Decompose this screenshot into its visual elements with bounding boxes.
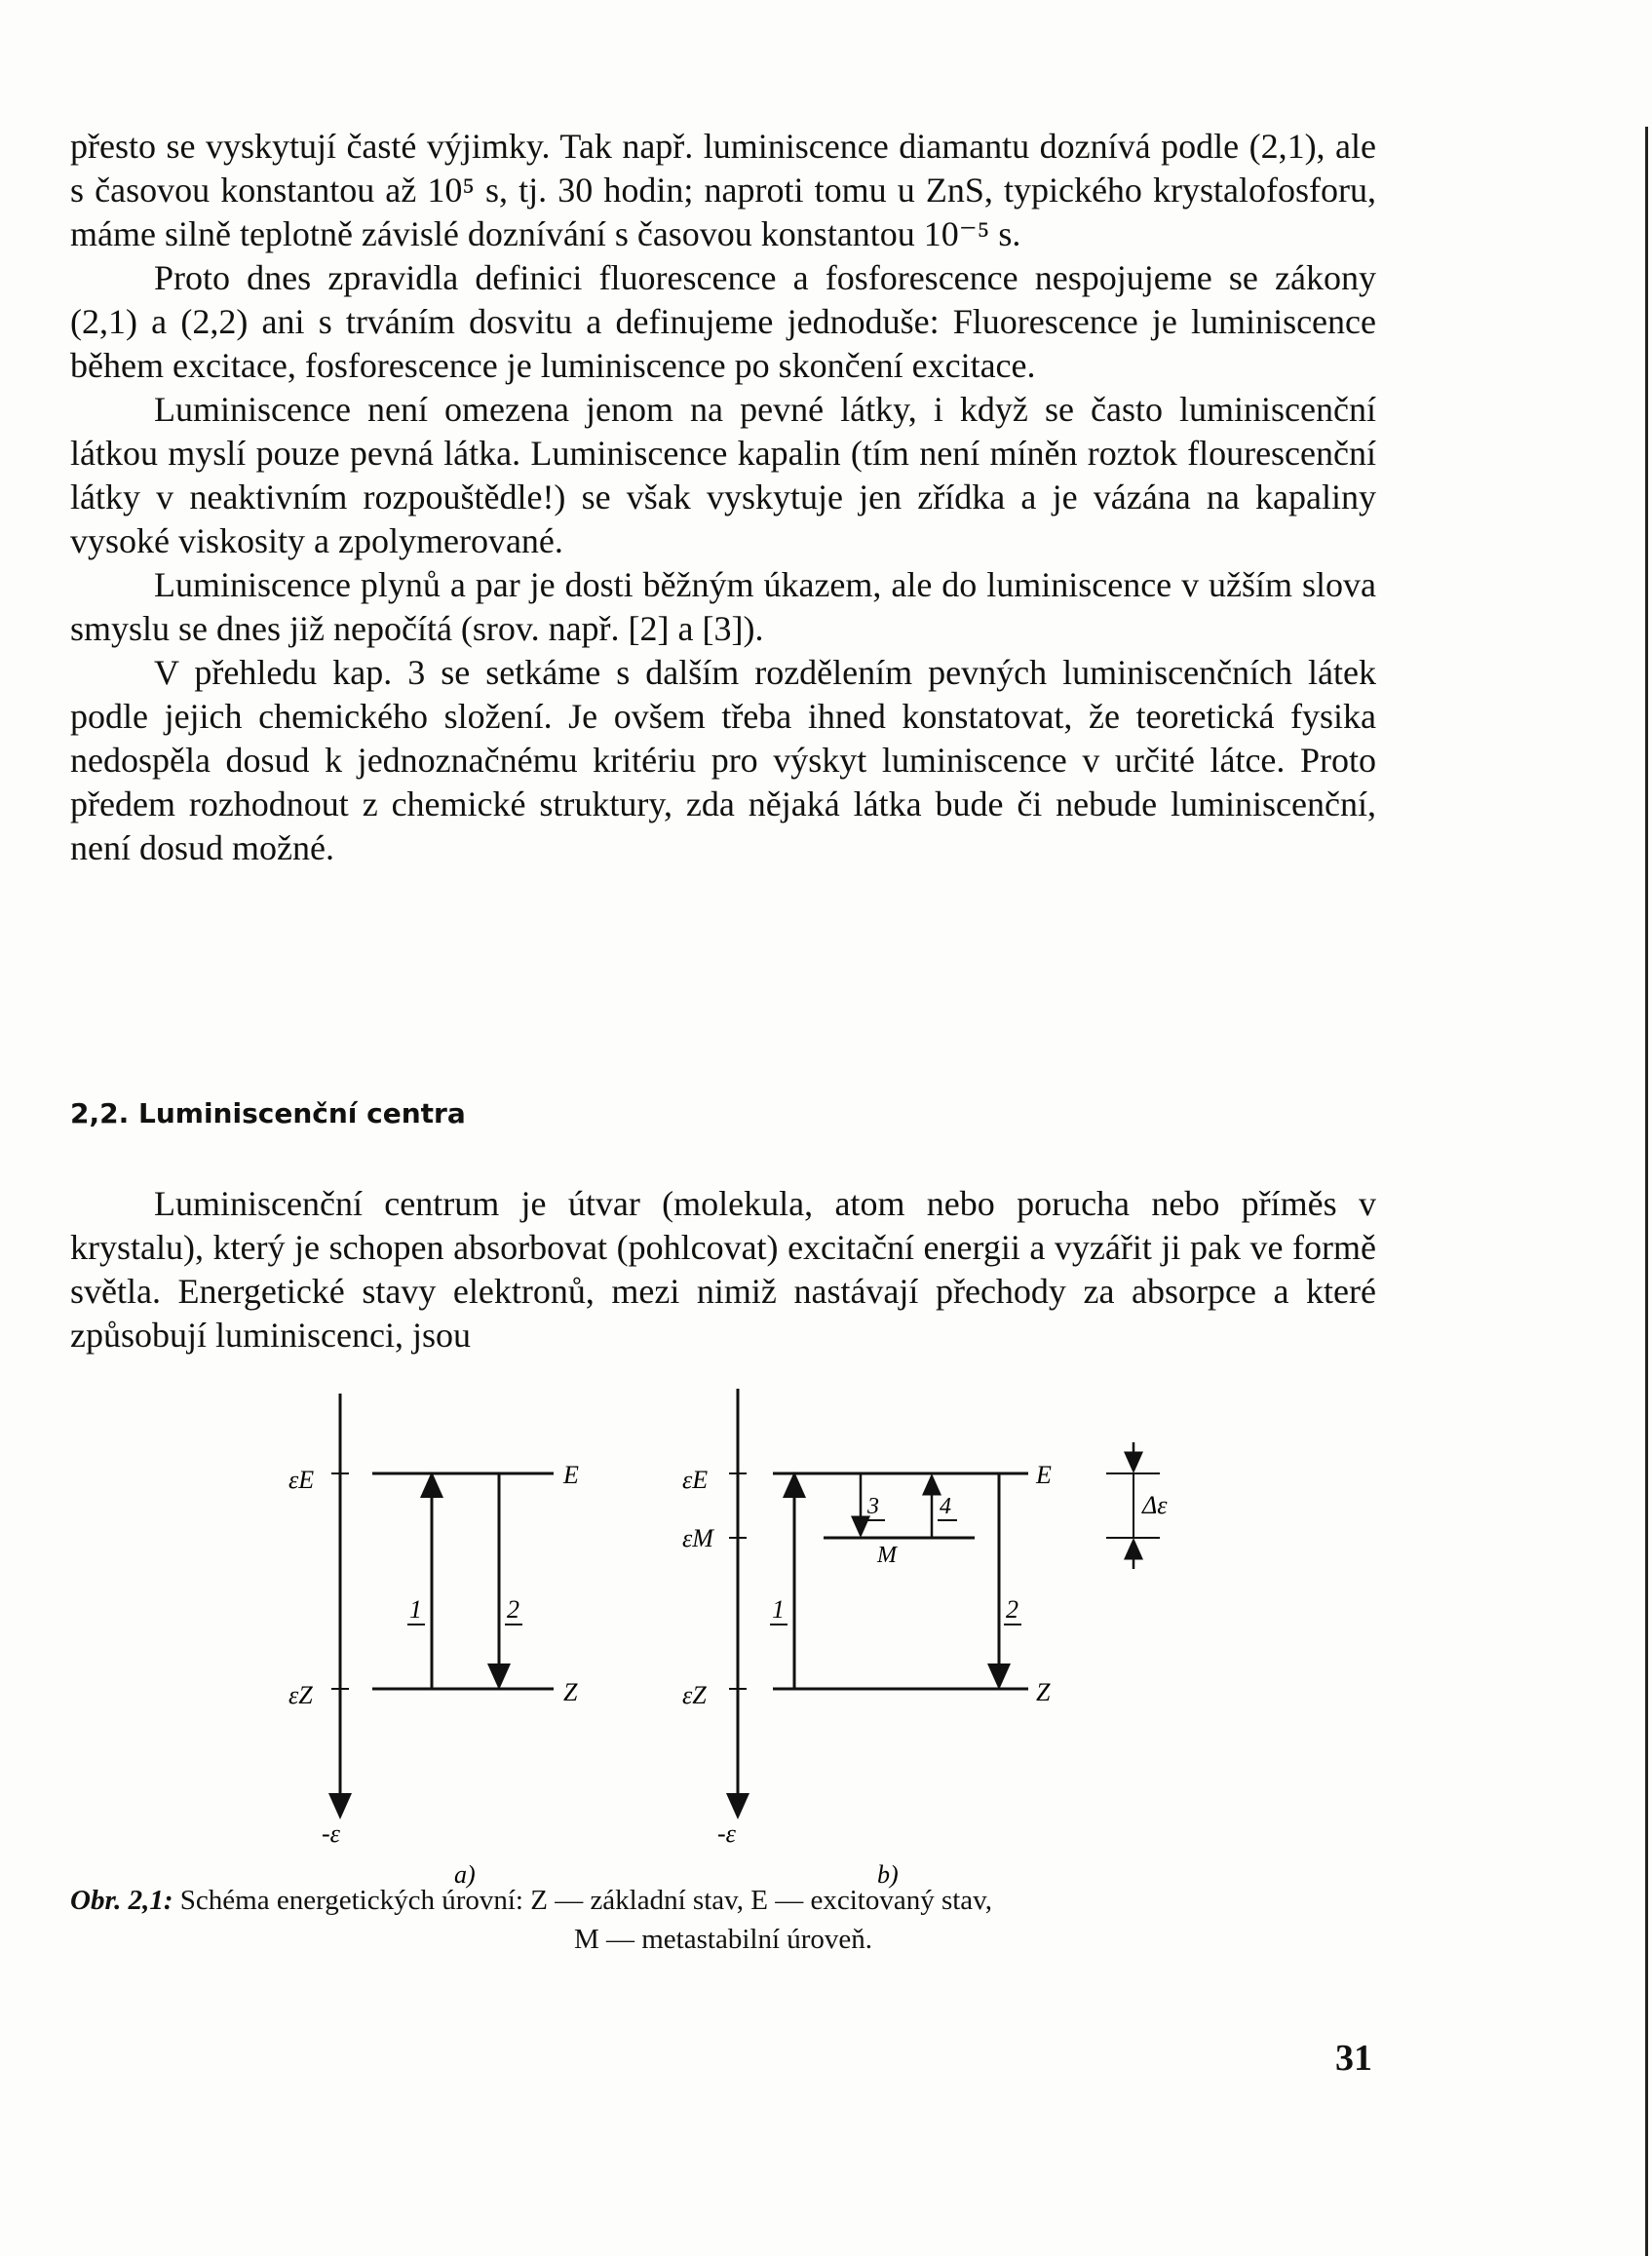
figure-caption [70,1881,1376,1959]
paragraph-1: přesto se vyskytují časté výjimky. Tak např. luminiscence diamantu doznívá podle (2,1), ale s časovou konstantou až 10⁵ s, tj. 30 hodin; naproti tomu u ZnS, typického krystalofosforu, máme silně teplotně závislé doznívání s časovou konstantou 10⁻⁵ s. [70,127,1376,253]
label-delta-eps: Δε [1142,1491,1168,1519]
page-number: 31 [1335,2038,1372,2079]
paragraph-5: V přehledu kap. 3 se setkáme s dalším rozdělením pevných luminiscenčních látek podle jejich chemického složení. Je ovšem třeba ihned konstatovat, že teoretická fysika nedospěla dosud k jednoznačnému kritériu pro výskyt luminiscence v určité látce. Proto předem rozhodnout z chemické struktury, zda nějaká látka bude či nebude luminiscenční, není dosud možné. [70,653,1376,867]
label-arrow-2-b: 2 [1006,1595,1018,1624]
paragraph-4: Luminiscence plynů a par je dosti běžným úkazem, ale do luminiscence v užším slova smyslu se dnes již nepočítá (srov. např. [2] a [3]). [70,565,1376,648]
label-arrow-4-b: 4 [940,1494,951,1519]
label-arrow-2-a: 2 [507,1595,519,1624]
page-edge-shadow [1645,127,1648,2256]
caption-title: Obr. 2,1: [70,1885,173,1916]
label-m-b: M [877,1543,897,1568]
body-text-section [70,1182,1376,1357]
caption-line-1: Schéma energetických úrovní: Z — základní stav, E — excitovaný stav, [179,1885,993,1916]
label-arrow-1-a: 1 [409,1595,422,1624]
label-arrow-1-b: 1 [772,1595,785,1624]
label-eps-e-b: εE [682,1466,709,1494]
label-eps-e-a: εE [288,1466,315,1494]
label-e-b: E [1036,1461,1052,1489]
label-z-b: Z [1036,1678,1051,1706]
label-eps-z-a: εZ [288,1681,313,1709]
label-arrow-3-b: 3 [867,1494,879,1519]
diagram-b [682,1389,1168,1889]
caption-line-2: M — metastabilní úroveň. [573,1924,873,1955]
paragraph-3: Luminiscence není omezena jenom na pevné látky, i když se často luminiscenční látkou myslí pouze pevná látka. Luminiscence kapalin (tím není míněn roztok flourescenční látky v neaktivním rozpouštědle!) se však vyskytuje jen zřídka a je vázána na kapaliny vysoké viskosity a zpolymerované. [70,390,1376,560]
paragraph-2: Proto dnes zpravidla definici fluorescence a fosforescence nespojujeme se zákony (2,1) a (2,2) ani s trváním dosvitu a definujeme jednoduše: Fluorescence je luminiscence během excitace, fosforescence je luminiscence po skončení excitace. [70,258,1376,385]
panel-label-a: a) [454,1860,476,1889]
section-heading: 2,2. Luminiscenční centra [70,1097,466,1129]
panel-label-b: b) [877,1860,899,1889]
label-eps-m-b: εM [682,1524,713,1552]
label-eps-z-b: εZ [682,1681,707,1709]
diagram-a [288,1394,579,1889]
label-axis-b: -ε [717,1819,736,1848]
label-z-a: Z [563,1678,578,1706]
body-text-top [70,125,1376,870]
paragraph-section: Luminiscenční centrum je útvar (molekula, atom nebo porucha nebo příměs v krystalu), který je schopen absorbovat (pohlcovat) excitační energii a vyzářit ji pak ve formě světla. Energetické stavy elektronů, mezi nimiž nastávají přechody za absorpce a které způsobují luminiscenci, jsou [70,1184,1376,1355]
label-e-a: E [563,1461,579,1489]
label-axis-a: -ε [322,1819,340,1848]
